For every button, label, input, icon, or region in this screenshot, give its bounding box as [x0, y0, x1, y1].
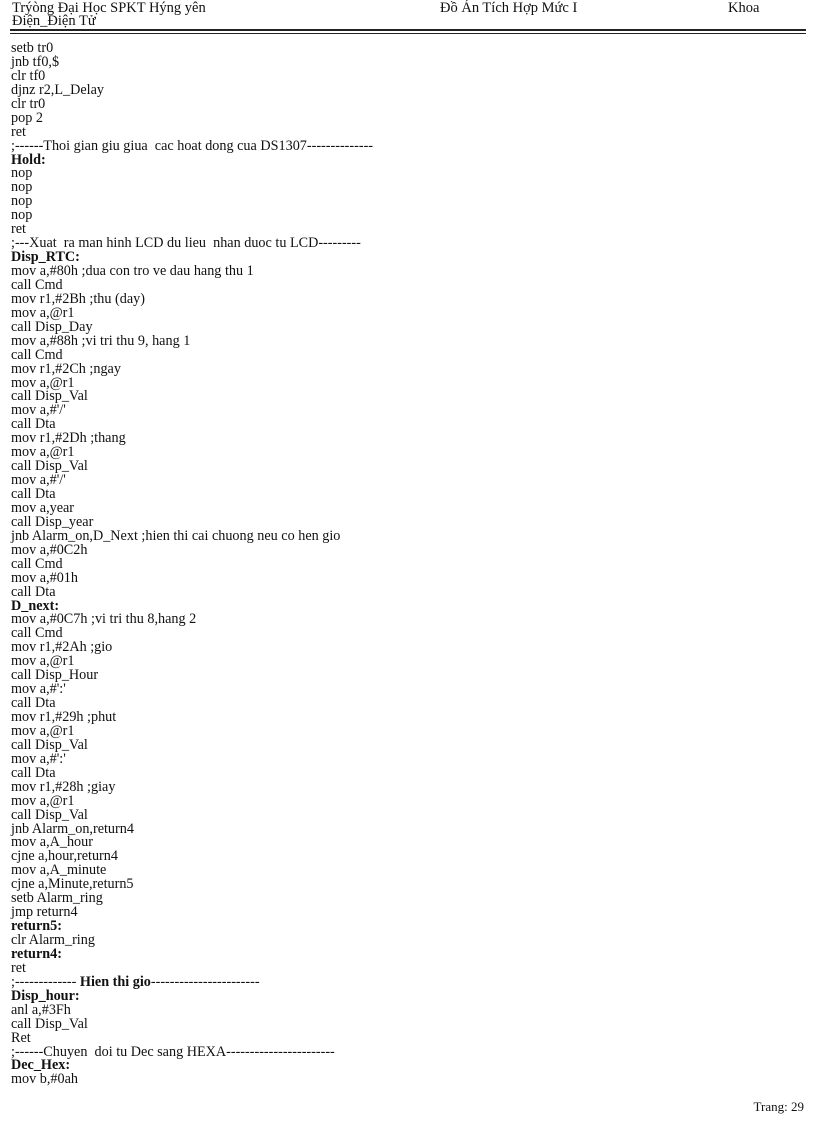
code-line	[11, 655, 801, 669]
code-text: mov r1,#2Bh ;thu (day)	[11, 290, 145, 307]
code-text: cjne a,hour,return4	[11, 848, 118, 865]
code-line	[11, 527, 801, 544]
code-line	[11, 488, 801, 502]
code-text: setb Alarm_ring	[11, 890, 103, 907]
code-listing	[11, 42, 801, 1087]
code-line	[11, 67, 801, 84]
section-heading-text: Hien thi gio	[79, 973, 151, 990]
code-line	[11, 432, 801, 446]
code-line	[11, 711, 801, 725]
code-text: mov a,A_minute	[11, 862, 107, 879]
code-text: mov a,@r1	[11, 722, 75, 739]
project-title: Đồ Án Tích Hợp Mức I	[440, 0, 578, 16]
code-line	[11, 404, 801, 418]
code-text: call Disp_Day	[11, 318, 93, 335]
code-text: ret	[11, 123, 26, 140]
code-text: anl a,#3Fh	[11, 1001, 71, 1018]
code-text: call Dta	[11, 583, 56, 600]
code-line	[11, 892, 801, 906]
code-text: mov r1,#2Dh ;thang	[11, 430, 126, 447]
code-line	[11, 627, 801, 641]
code-text: call Disp_Val	[11, 458, 88, 475]
code-line	[11, 42, 801, 56]
code-line	[11, 973, 801, 990]
code-line	[11, 1043, 801, 1060]
code-text: jnb Alarm_on,return4	[11, 820, 134, 837]
code-text: mov a,#'/'	[11, 472, 66, 489]
department-label: Khoa	[728, 0, 760, 16]
code-text: mov a,year	[11, 499, 75, 516]
code-line	[11, 836, 801, 850]
code-line	[11, 446, 801, 460]
code-text: mov a,#88h ;vi tri thu 9, hang 1	[11, 332, 191, 349]
code-text: call Dta	[11, 416, 56, 433]
code-line	[11, 778, 801, 795]
code-line	[11, 906, 801, 920]
code-line	[11, 390, 801, 404]
code-line	[11, 53, 801, 70]
code-text: clr Alarm_ring	[11, 932, 95, 948]
code-text-tail: -----------------------	[150, 973, 260, 990]
code-text: jmp return4	[11, 904, 78, 921]
code-line	[11, 109, 801, 126]
code-text: mov a,#01h	[11, 569, 78, 586]
code-line	[11, 750, 801, 767]
code-line	[11, 418, 801, 432]
code-line	[11, 697, 801, 711]
code-label-line	[11, 1059, 801, 1073]
code-line	[11, 460, 801, 474]
code-text: ret	[11, 221, 26, 238]
code-text: Hold:	[11, 151, 46, 168]
code-line	[11, 81, 801, 98]
code-text: ;-------------	[11, 973, 80, 990]
code-text: mov r1,#28h ;giay	[11, 778, 116, 795]
code-line	[11, 265, 801, 279]
code-text: mov a,#'/'	[11, 402, 66, 419]
code-text: call Cmd	[11, 276, 63, 293]
code-line	[11, 332, 801, 349]
code-label-line	[11, 920, 801, 934]
code-line	[11, 209, 801, 223]
code-line	[11, 137, 801, 154]
code-line	[11, 1001, 801, 1018]
code-text: mov a,@r1	[11, 444, 75, 461]
code-line	[11, 95, 801, 112]
code-line	[11, 360, 801, 377]
code-text: ;------Thoi gian giu giua cac hoat dong cua DS1307--------------	[11, 137, 374, 154]
code-text: Disp_hour:	[11, 987, 80, 1004]
code-text: mov r1,#2Ah ;gio	[11, 639, 113, 656]
code-line	[11, 934, 801, 948]
code-text: ret	[11, 959, 26, 976]
code-line	[11, 736, 801, 753]
code-text: call Disp_Val	[11, 1015, 88, 1032]
code-text: D_next:	[11, 597, 60, 614]
code-text: mov a,@r1	[11, 792, 75, 809]
code-line	[11, 850, 801, 864]
code-line	[11, 613, 801, 627]
code-text: mov a,#80h ;dua con tro ve dau hang thu 1	[11, 263, 254, 279]
code-line	[11, 555, 801, 572]
code-text: mov a,@r1	[11, 374, 75, 391]
code-text: return5:	[11, 918, 62, 935]
code-line	[11, 683, 801, 697]
code-text: ;---Xuat ra man hinh LCD du lieu nhan duoc tu LCD---------	[11, 235, 361, 252]
code-text: call Dta	[11, 695, 56, 712]
code-label-line	[11, 987, 801, 1004]
code-line	[11, 499, 801, 516]
code-text: call Dta	[11, 764, 56, 781]
code-text: mov a,A_hour	[11, 834, 93, 851]
code-line	[11, 722, 801, 739]
code-text: cjne a,Minute,return5	[11, 876, 134, 893]
code-line	[11, 346, 801, 363]
faculty-name: Điện_Điện Tử	[12, 13, 96, 29]
code-line	[11, 764, 801, 781]
code-text: Disp_RTC:	[11, 249, 80, 266]
code-text: ;------Chuyen doi tu Dec sang HEXA-----------------------	[11, 1043, 335, 1060]
code-text: mov a,#0C7h ;vi tri thu 8,hang 2	[11, 611, 197, 628]
code-text: nop	[11, 179, 33, 196]
code-text: call Disp_Val	[11, 388, 88, 405]
code-text: nop	[11, 207, 33, 224]
code-line	[11, 474, 801, 488]
code-text: clr tr0	[11, 95, 46, 112]
code-text: pop 2	[11, 109, 43, 126]
code-text: call Disp_Val	[11, 806, 88, 823]
code-text: setb tr0	[11, 40, 54, 56]
code-line	[11, 583, 801, 600]
code-text: call Disp_year	[11, 513, 94, 530]
code-text: mov a,#':'	[11, 681, 66, 698]
school-name: Trýòng Ðại Học SPKT Hýng yên	[12, 0, 206, 16]
code-text: jnb Alarm_on,D_Next ;hien thi cai chuong neu co hen gio	[11, 527, 341, 544]
code-text: nop	[11, 193, 33, 210]
code-text: nop	[11, 165, 33, 182]
code-line	[11, 569, 801, 586]
code-text: return4:	[11, 945, 62, 962]
code-text: call Cmd	[11, 625, 63, 642]
code-text: call Cmd	[11, 555, 63, 572]
code-text: mov a,@r1	[11, 653, 75, 670]
code-text: clr tf0	[11, 67, 46, 84]
page-header	[12, 0, 804, 30]
code-text: mov r1,#2Ch ;ngay	[11, 360, 121, 377]
code-text: mov a,#0C2h	[11, 541, 88, 558]
code-line	[11, 878, 801, 892]
header-rule-thick	[10, 29, 806, 31]
code-text: mov b,#0ah	[11, 1071, 78, 1088]
code-text: mov r1,#29h ;phut	[11, 709, 117, 725]
page-number: Trang: 29	[753, 1099, 804, 1114]
code-line	[11, 669, 801, 683]
code-line	[11, 237, 801, 251]
code-line	[11, 541, 801, 558]
code-line	[11, 290, 801, 307]
code-line	[11, 641, 801, 655]
code-text: mov a,#':'	[11, 750, 66, 767]
code-label-line	[11, 151, 801, 168]
code-text: jnb tf0,$	[11, 53, 60, 70]
code-label-line	[11, 945, 801, 962]
code-line	[11, 181, 801, 195]
code-text: call Cmd	[11, 346, 63, 363]
code-text: mov a,@r1	[11, 304, 75, 321]
code-line	[11, 374, 801, 391]
code-line	[11, 304, 801, 321]
code-text: djnz r2,L_Delay	[11, 81, 104, 98]
code-text: call Disp_Val	[11, 736, 88, 753]
code-line	[11, 1015, 801, 1032]
header-rule-thin	[10, 33, 806, 34]
code-text: Ret	[11, 1029, 31, 1046]
code-line	[11, 1073, 801, 1087]
code-line	[11, 820, 801, 837]
code-text: call Disp_Hour	[11, 667, 99, 684]
code-line	[11, 167, 801, 181]
code-text: call Dta	[11, 486, 56, 502]
code-line	[11, 195, 801, 209]
code-text: Dec_Hex:	[11, 1057, 71, 1074]
code-line	[11, 792, 801, 809]
